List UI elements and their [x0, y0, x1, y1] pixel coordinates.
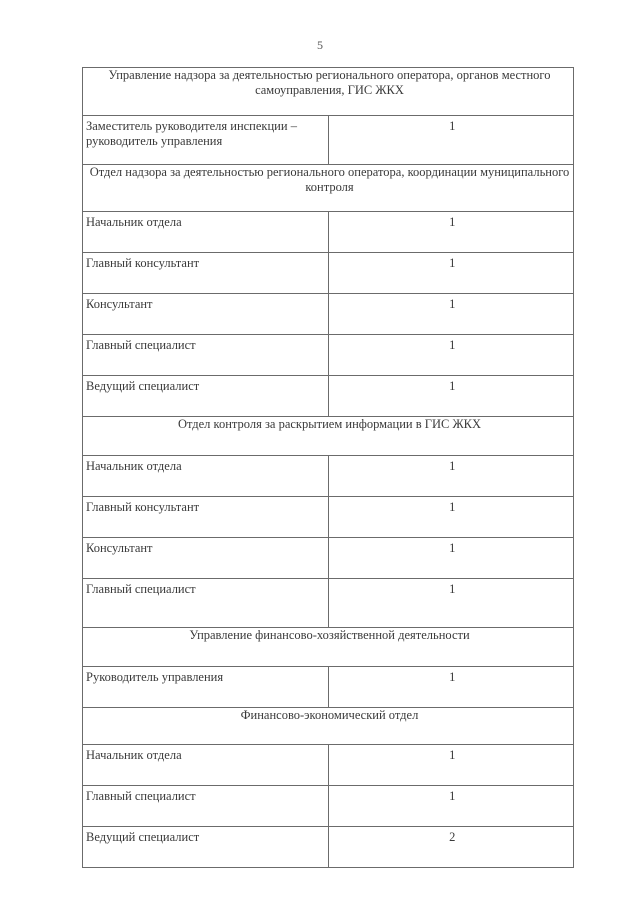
section-heading: Управление надзора за деятельностью регионального оператора, органов местного самоуправления, ГИС ЖКХ — [83, 68, 574, 116]
table-row — [83, 827, 574, 868]
position-cell: Главный специалист — [83, 335, 329, 376]
table-row — [83, 497, 574, 538]
section-heading-row — [83, 165, 574, 212]
section-heading: Отдел надзора за деятельностью регионального оператора, координации муниципального контроля — [83, 165, 574, 212]
position-cell: Консультант — [83, 538, 329, 579]
table-row — [83, 253, 574, 294]
table-row — [83, 456, 574, 497]
count-cell: 1 — [328, 456, 574, 497]
count-cell: 1 — [328, 376, 574, 417]
table-row — [83, 376, 574, 417]
section-heading-row — [83, 628, 574, 667]
section-heading: Финансово-экономический отдел — [83, 708, 574, 745]
position-cell: Главный специалист — [83, 579, 329, 628]
count-cell: 1 — [328, 745, 574, 786]
page-number: 5 — [317, 38, 323, 52]
count-cell: 1 — [328, 538, 574, 579]
position-cell: Начальник отдела — [83, 212, 329, 253]
table-row — [83, 745, 574, 786]
position-cell: Главный специалист — [83, 786, 329, 827]
position-cell: Главный консультант — [83, 253, 329, 294]
section-heading-row — [83, 68, 574, 116]
count-cell: 1 — [328, 579, 574, 628]
position-cell: Начальник отдела — [83, 745, 329, 786]
count-cell: 1 — [328, 335, 574, 376]
position-cell: Главный консультант — [83, 497, 329, 538]
section-heading: Управление финансово-хозяйственной деятельности — [83, 628, 574, 667]
table-row — [83, 116, 574, 165]
table-row — [83, 786, 574, 827]
table-row — [83, 335, 574, 376]
section-heading: Отдел контроля за раскрытием информации в ГИС ЖКХ — [83, 417, 574, 456]
table-row — [83, 667, 574, 708]
position-cell: Начальник отдела — [83, 456, 329, 497]
table-row — [83, 212, 574, 253]
count-cell: 1 — [328, 497, 574, 538]
position-cell: Ведущий специалист — [83, 827, 329, 868]
staffing-table — [82, 67, 574, 868]
count-cell: 1 — [328, 786, 574, 827]
count-cell: 1 — [328, 253, 574, 294]
section-heading-row — [83, 417, 574, 456]
count-cell: 1 — [328, 212, 574, 253]
position-cell: Заместитель руководителя инспекции – руководитель управления — [83, 116, 329, 165]
table-row — [83, 294, 574, 335]
section-heading-row — [83, 708, 574, 745]
position-cell: Руководитель управления — [83, 667, 329, 708]
position-cell: Консультант — [83, 294, 329, 335]
count-cell: 1 — [328, 294, 574, 335]
count-cell: 2 — [328, 827, 574, 868]
count-cell: 1 — [328, 116, 574, 165]
position-cell: Ведущий специалист — [83, 376, 329, 417]
count-cell: 1 — [328, 667, 574, 708]
table-row — [83, 579, 574, 628]
table-row — [83, 538, 574, 579]
